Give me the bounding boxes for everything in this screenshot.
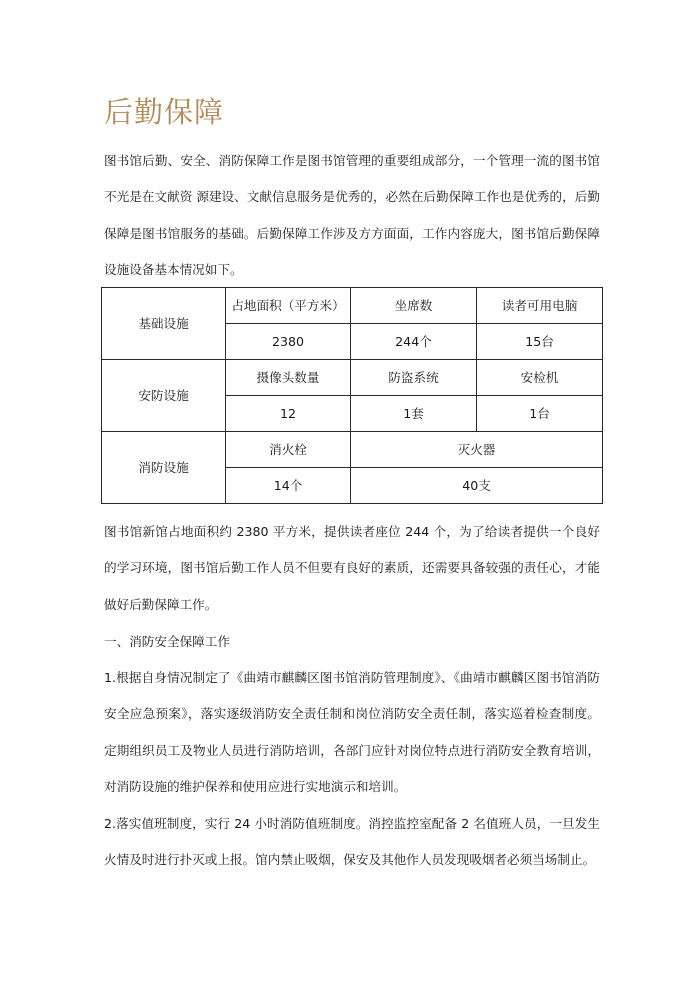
header-cell-cameras: 摄像头数量 bbox=[226, 360, 351, 396]
header-cell-hydrant: 消火栓 bbox=[226, 432, 351, 468]
value-cell-area: 2380 bbox=[226, 324, 351, 360]
summary-paragraph: 图书馆新馆占地面积约 2380 平方米，提供读者座位 244 个，为了给读者提供一个良好的学习环境，图书馆后勤工作人员不但要有良好的素质，还需要具备较强的责任心，才能做好后勤保障工作。 bbox=[104, 524, 600, 612]
header-cell-scanner: 安检机 bbox=[477, 360, 603, 396]
value-cell-scanner: 1台 bbox=[477, 396, 603, 432]
header-cell-area: 占地面积（平方米） bbox=[226, 288, 351, 324]
value-cell-antitheft: 1套 bbox=[351, 396, 477, 432]
value-cell-hydrant: 14个 bbox=[226, 468, 351, 504]
table-row bbox=[102, 288, 603, 324]
value-cell-computers: 15台 bbox=[477, 324, 603, 360]
page-title: 后勤保障 bbox=[104, 95, 225, 129]
value-cell-seats: 244个 bbox=[351, 324, 477, 360]
facilities-table bbox=[101, 287, 603, 504]
table-row bbox=[102, 360, 603, 396]
header-cell-seats: 坐席数 bbox=[351, 288, 477, 324]
section-item-1: 1.根据自身情况制定了《曲靖市麒麟区图书馆消防管理制度》、《曲靖市麒麟区图书馆消防安全应急预案》，落实逐级消防安全责任制和岗位消防安全责任制，落实巡着检查制度。定期组织员工及物业人员进行消防培训，各部门应针对岗位特点进行消防安全教育培训，对消防设施的维护保养和使用应进行实地演示和培训。 bbox=[104, 670, 600, 794]
header-cell-extinguisher: 灭火器 bbox=[351, 432, 603, 468]
category-cell-security: 安防设施 bbox=[102, 360, 226, 432]
intro-paragraph: 图书馆后勤、安全、消防保障工作是图书馆管理的重要组成部分，一个管理一流的图书馆不光是在文献资 源建设、文献信息服务是优秀的，必然在后勤保障工作也是优秀的，后勤保障是图书馆服务的基础。后勤保障工作涉及方方面面，工作内容庞大，图书馆后勤保障设施设备基本情况如下。 bbox=[104, 153, 600, 277]
value-cell-cameras: 12 bbox=[226, 396, 351, 432]
section-heading: 一、消防安全保障工作 bbox=[104, 634, 230, 649]
header-cell-computers: 读者可用电脑 bbox=[477, 288, 603, 324]
category-cell-basic: 基础设施 bbox=[102, 288, 226, 360]
table-row bbox=[102, 432, 603, 468]
category-cell-fire: 消防设施 bbox=[102, 432, 226, 504]
header-cell-antitheft: 防盗系统 bbox=[351, 360, 477, 396]
value-cell-extinguisher: 40支 bbox=[351, 468, 603, 504]
section-item-2: 2.落实值班制度，实行 24 小时消防值班制度。消控监控室配备 2 名值班人员，一旦发生火情及时进行扑灭或上报。馆内禁止吸烟，保安及其他作人员发现吸烟者必须当场制止。 bbox=[104, 816, 600, 868]
